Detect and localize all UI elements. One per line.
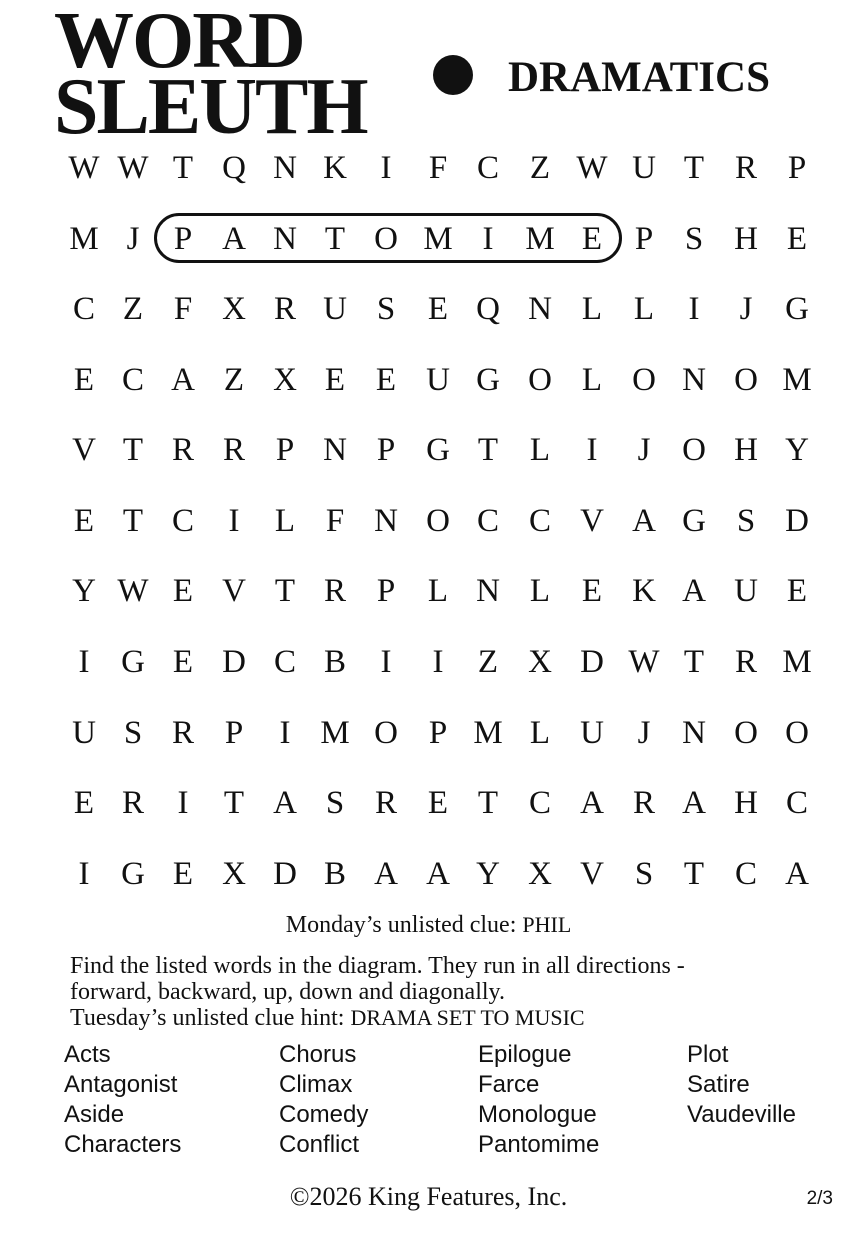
grid-letter[interactable]: R xyxy=(632,785,655,821)
grid-letter[interactable]: R xyxy=(171,715,194,751)
grid-letter[interactable]: F xyxy=(325,503,345,539)
grid-letter[interactable]: O xyxy=(426,503,450,539)
grid-letter[interactable]: P xyxy=(376,573,396,609)
grid-letter[interactable]: E xyxy=(786,221,808,257)
grid-letter[interactable]: S xyxy=(736,503,756,539)
grid-letter[interactable]: J xyxy=(637,715,651,751)
grid-letter[interactable]: I xyxy=(432,644,444,680)
grid-letter[interactable]: T xyxy=(477,785,499,821)
grid-letter[interactable]: E xyxy=(324,362,346,398)
grid-letter[interactable]: I xyxy=(380,644,392,680)
word-item: Vaudeville xyxy=(687,1101,796,1128)
grid-letter[interactable]: P xyxy=(224,715,244,751)
grid-letter[interactable]: A xyxy=(785,856,809,892)
grid-letter[interactable]: C xyxy=(785,785,808,821)
grid-letter[interactable]: P xyxy=(173,221,193,257)
word-list-column xyxy=(478,1040,599,1160)
grid-letter[interactable]: W xyxy=(117,573,149,609)
grid-letter[interactable]: U xyxy=(426,362,450,398)
tuesday-clue xyxy=(70,1005,830,1031)
grid-letter[interactable]: R xyxy=(734,644,757,680)
word-item: Characters xyxy=(64,1131,182,1158)
grid-letter[interactable]: X xyxy=(222,856,246,892)
grid-letter[interactable]: T xyxy=(122,503,144,539)
grid-letter[interactable]: Z xyxy=(223,362,245,398)
grid-letter[interactable]: R xyxy=(273,291,296,327)
grid-letter[interactable]: K xyxy=(323,150,347,186)
grid-letter[interactable]: W xyxy=(576,150,608,186)
grid-letter[interactable]: E xyxy=(427,785,449,821)
grid-letter[interactable]: D xyxy=(273,856,297,892)
tuesday-clue-label: Tuesday’s unlisted clue hint: xyxy=(70,1005,345,1031)
grid-letter[interactable]: G xyxy=(121,856,145,892)
copyright: ©2026 King Features, Inc. xyxy=(289,1182,568,1211)
tuesday-clue-hint: DRAMA SET TO MUSIC xyxy=(350,1005,585,1030)
word-item: Acts xyxy=(64,1041,111,1068)
grid-letter[interactable]: E xyxy=(73,785,95,821)
grid-letter[interactable]: N xyxy=(323,432,347,468)
grid-letter[interactable]: P xyxy=(634,221,654,257)
word-item: Monologue xyxy=(478,1101,597,1128)
grid-letter[interactable]: I xyxy=(78,644,90,680)
grid-letter[interactable]: S xyxy=(325,785,345,821)
grid-letter[interactable]: M xyxy=(782,362,812,398)
grid-letter[interactable]: L xyxy=(633,291,655,327)
grid-letter[interactable]: L xyxy=(427,573,449,609)
grid-letter[interactable]: R xyxy=(323,573,346,609)
word-item: Conflict xyxy=(279,1131,360,1158)
grid-letter[interactable]: I xyxy=(380,150,392,186)
grid-letter[interactable]: Y xyxy=(72,573,96,609)
grid-letter[interactable]: N xyxy=(273,221,297,257)
monday-clue-answer: PHIL xyxy=(522,912,572,937)
grid-letter[interactable]: M xyxy=(473,715,503,751)
grid-letter[interactable]: L xyxy=(529,715,551,751)
word-item: Antagonist xyxy=(64,1071,178,1098)
grid-letter[interactable]: J xyxy=(637,432,651,468)
grid-letter[interactable]: I xyxy=(177,785,189,821)
word-item: Farce xyxy=(478,1071,540,1098)
grid-letter[interactable]: X xyxy=(273,362,297,398)
grid-letter[interactable]: T xyxy=(683,644,705,680)
grid-letter[interactable]: T xyxy=(324,221,346,257)
instructions xyxy=(70,953,830,1031)
grid-letter[interactable]: N xyxy=(374,503,398,539)
grid-letter[interactable]: K xyxy=(632,573,656,609)
grid-letter[interactable]: H xyxy=(734,221,758,257)
grid-letter[interactable]: M xyxy=(782,644,812,680)
grid-letter[interactable]: Z xyxy=(529,150,551,186)
grid-letter[interactable]: M xyxy=(69,221,99,257)
grid-letter[interactable]: Q xyxy=(476,291,500,327)
grid-letter[interactable]: M xyxy=(320,715,350,751)
page-number: 2/3 xyxy=(806,1188,833,1209)
grid-letter[interactable]: C xyxy=(528,503,551,539)
brand-word: WORD xyxy=(54,0,304,85)
grid-letter[interactable]: G xyxy=(682,503,706,539)
grid-letter[interactable]: L xyxy=(529,573,551,609)
monday-clue xyxy=(0,912,857,939)
instructions-line-1: Find the listed words in the diagram. They run in all directions - xyxy=(70,953,685,979)
grid-letter[interactable]: V xyxy=(222,573,246,609)
grid-letter[interactable]: H xyxy=(734,432,758,468)
grid-letter[interactable]: I xyxy=(78,856,90,892)
grid-letter[interactable]: H xyxy=(734,785,758,821)
grid-letter[interactable]: A xyxy=(682,785,706,821)
grid-letter[interactable]: Q xyxy=(222,150,246,186)
grid-letter[interactable]: P xyxy=(787,150,807,186)
grid-letter[interactable]: U xyxy=(632,150,656,186)
grid-letter[interactable]: I xyxy=(688,291,700,327)
grid-letter[interactable]: R xyxy=(374,785,397,821)
grid-letter[interactable]: C xyxy=(476,503,499,539)
grid-letter[interactable]: R xyxy=(222,432,245,468)
grid-letter[interactable]: P xyxy=(275,432,295,468)
grid-letter[interactable]: F xyxy=(173,291,193,327)
grid-letter[interactable]: A xyxy=(632,503,656,539)
grid-letter[interactable]: E xyxy=(375,362,397,398)
grid-letter[interactable]: G xyxy=(476,362,500,398)
grid-letter[interactable]: U xyxy=(580,715,604,751)
grid-letter[interactable]: P xyxy=(428,715,448,751)
grid-letter[interactable]: B xyxy=(323,856,346,892)
grid-letter[interactable]: O xyxy=(632,362,656,398)
grid-letter[interactable]: T xyxy=(274,573,296,609)
grid-letter[interactable]: C xyxy=(734,856,757,892)
grid-letter[interactable]: T xyxy=(122,432,144,468)
grid-letter[interactable]: T xyxy=(172,150,194,186)
grid-letter[interactable]: T xyxy=(683,856,705,892)
grid-letter[interactable]: S xyxy=(376,291,396,327)
grid-letter[interactable]: L xyxy=(529,432,551,468)
grid-letter[interactable]: E xyxy=(786,573,808,609)
grid-letter[interactable]: M xyxy=(423,221,453,257)
grid-letter[interactable]: S xyxy=(684,221,704,257)
grid-letter[interactable]: O xyxy=(785,715,809,751)
word-item: Plot xyxy=(687,1041,729,1068)
grid-letter[interactable]: C xyxy=(273,644,296,680)
grid-letter[interactable]: E xyxy=(73,503,95,539)
monday-clue-label: Monday’s unlisted clue: xyxy=(285,912,517,938)
grid-letter[interactable]: I xyxy=(586,432,598,468)
grid-letter[interactable]: R xyxy=(734,150,757,186)
grid-letter[interactable]: V xyxy=(72,432,96,468)
grid-letter[interactable]: O xyxy=(374,715,398,751)
grid-letter[interactable]: A xyxy=(222,221,246,257)
grid-letter[interactable]: E xyxy=(581,221,603,257)
grid-letter[interactable]: X xyxy=(528,856,552,892)
grid-letter[interactable]: O xyxy=(682,432,706,468)
grid-letter[interactable]: S xyxy=(123,715,143,751)
grid-letter[interactable]: X xyxy=(222,291,246,327)
brand-sleuth: SLEUTH xyxy=(54,63,367,151)
grid-letter[interactable]: E xyxy=(172,644,194,680)
grid-letter[interactable]: W xyxy=(628,644,660,680)
grid-letter[interactable]: J xyxy=(739,291,753,327)
word-item: Chorus xyxy=(279,1041,357,1068)
grid-letter[interactable]: X xyxy=(528,644,552,680)
grid-letter[interactable]: N xyxy=(682,715,706,751)
word-list-column xyxy=(279,1040,368,1160)
grid-letter[interactable]: W xyxy=(117,150,149,186)
grid-letter[interactable]: C xyxy=(121,362,144,398)
grid-letter[interactable]: E xyxy=(172,856,194,892)
grid-letter[interactable]: E xyxy=(427,291,449,327)
word-item: Comedy xyxy=(279,1101,369,1128)
grid-letter[interactable]: R xyxy=(121,785,144,821)
instructions-line-2: forward, backward, up, down and diagonally. xyxy=(70,979,505,1005)
grid-letter[interactable]: I xyxy=(279,715,291,751)
grid-letter[interactable]: U xyxy=(323,291,347,327)
grid-letter[interactable]: I xyxy=(228,503,240,539)
grid-letter[interactable]: E xyxy=(172,573,194,609)
grid-letter[interactable]: V xyxy=(580,856,604,892)
grid-letter[interactable]: Y xyxy=(785,432,809,468)
grid-letter[interactable]: Z xyxy=(122,291,144,327)
grid-letter[interactable]: C xyxy=(476,150,499,186)
grid-letter[interactable]: Z xyxy=(477,644,499,680)
grid-letter[interactable]: L xyxy=(274,503,296,539)
grid-letter[interactable]: A xyxy=(171,362,195,398)
grid-letter[interactable]: J xyxy=(126,221,140,257)
grid-letter[interactable]: A xyxy=(426,856,450,892)
grid-letter[interactable]: C xyxy=(528,785,551,821)
grid-letter[interactable]: N xyxy=(528,291,552,327)
grid-letter[interactable]: P xyxy=(376,432,396,468)
grid-letter[interactable]: S xyxy=(634,856,654,892)
word-item: Pantomime xyxy=(478,1131,600,1158)
grid-letter[interactable]: U xyxy=(72,715,96,751)
word-list-column xyxy=(687,1040,796,1130)
grid-letter[interactable]: R xyxy=(171,432,194,468)
grid-letter[interactable]: E xyxy=(581,573,603,609)
grid-letter[interactable]: W xyxy=(68,150,100,186)
grid-letter[interactable]: D xyxy=(580,644,604,680)
grid-letter[interactable]: E xyxy=(73,362,95,398)
grid-letter[interactable]: N xyxy=(476,573,500,609)
grid-letter[interactable]: A xyxy=(273,785,297,821)
grid-letter[interactable]: A xyxy=(682,573,706,609)
word-item: Epilogue xyxy=(478,1041,572,1068)
grid-letter[interactable]: G xyxy=(785,291,809,327)
word-item: Satire xyxy=(687,1071,750,1098)
grid-letter[interactable]: N xyxy=(682,362,706,398)
grid-letter[interactable]: O xyxy=(528,362,552,398)
grid-letter[interactable]: L xyxy=(581,291,603,327)
grid-letter[interactable]: C xyxy=(72,291,95,327)
word-list xyxy=(0,1040,857,1170)
grid-letter[interactable]: G xyxy=(426,432,450,468)
grid-letter[interactable]: N xyxy=(273,150,297,186)
grid-letter[interactable]: T xyxy=(477,432,499,468)
grid-letter[interactable]: O xyxy=(734,362,758,398)
grid-letter[interactable]: B xyxy=(323,644,346,680)
word-item: Climax xyxy=(279,1071,353,1098)
grid-letter[interactable]: O xyxy=(734,715,758,751)
word-item: Aside xyxy=(64,1101,125,1128)
grid-letter[interactable]: A xyxy=(374,856,398,892)
grid-letter[interactable]: O xyxy=(374,221,398,257)
grid-letter[interactable]: M xyxy=(525,221,555,257)
grid-letter[interactable]: V xyxy=(580,503,604,539)
grid-letter[interactable]: F xyxy=(428,150,448,186)
grid-letter[interactable]: C xyxy=(171,503,194,539)
grid-letter[interactable]: T xyxy=(683,150,705,186)
grid-letter[interactable]: L xyxy=(581,362,603,398)
grid-letter[interactable]: D xyxy=(222,644,246,680)
puzzle-topic: DRAMATICS xyxy=(508,54,770,101)
grid-letter[interactable]: T xyxy=(223,785,245,821)
grid-letter[interactable]: G xyxy=(121,644,145,680)
grid-letter[interactable]: A xyxy=(580,785,604,821)
grid-letter[interactable]: I xyxy=(482,221,494,257)
grid-letter[interactable]: D xyxy=(785,503,809,539)
grid-letter[interactable]: Y xyxy=(476,856,500,892)
word-list-column xyxy=(64,1040,181,1160)
grid-letter[interactable]: U xyxy=(734,573,758,609)
